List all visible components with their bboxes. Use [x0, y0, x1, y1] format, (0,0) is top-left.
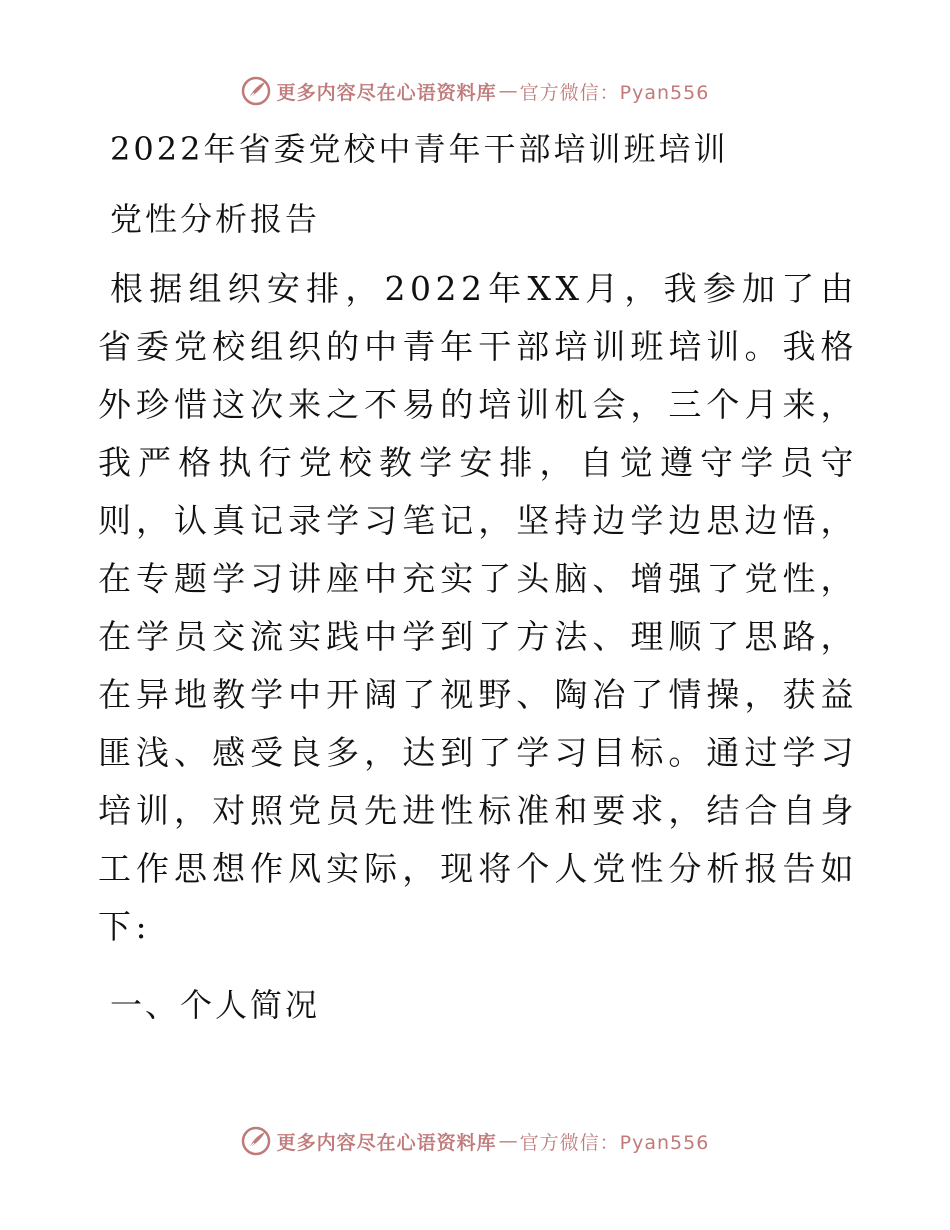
watermark-text: 更多内容尽在心语资料库 [276, 81, 497, 104]
document-title-line-1: 2022年省委党校中青年干部培训班培训 [110, 130, 729, 168]
feather-pen-icon [241, 1126, 271, 1156]
watermark-contact: 官方微信：Pyan556 [519, 1131, 710, 1154]
watermark-dash: — [498, 80, 518, 102]
feather-pen-icon [241, 76, 271, 106]
watermark-contact: 官方微信：Pyan556 [519, 81, 710, 104]
watermark-header [0, 71, 950, 111]
section-heading-1: 一、个人简况 [110, 986, 321, 1024]
document-body [98, 120, 858, 1034]
intro-paragraph: 根据组织安排，2022年XX月，我参加了由省委党校组织的中青年干部培训班培训。我格外珍惜这次来之不易的培训机会，三个月来，我严格执行党校教学安排，自觉遵守学员守则，认真记录学习笔记，坚持边学边思边悟，在专题学习讲座中充实了头脑、增强了党性，在学员交流实践中学到了方法、理顺了思路，在异地教学中开阔了视野、陶冶了情操，获益匪浅、感受良多，达到了学习目标。通过学习培训，对照党员先进性标准和要求，结合自身工作思想作风实际，现将个人党性分析报告如下: [98, 269, 858, 946]
document-title-line-2: 党性分析报告 [110, 200, 321, 238]
watermark-text: 更多内容尽在心语资料库 [276, 1131, 497, 1154]
watermark-footer [0, 1121, 950, 1161]
watermark-dash: — [498, 1130, 518, 1152]
